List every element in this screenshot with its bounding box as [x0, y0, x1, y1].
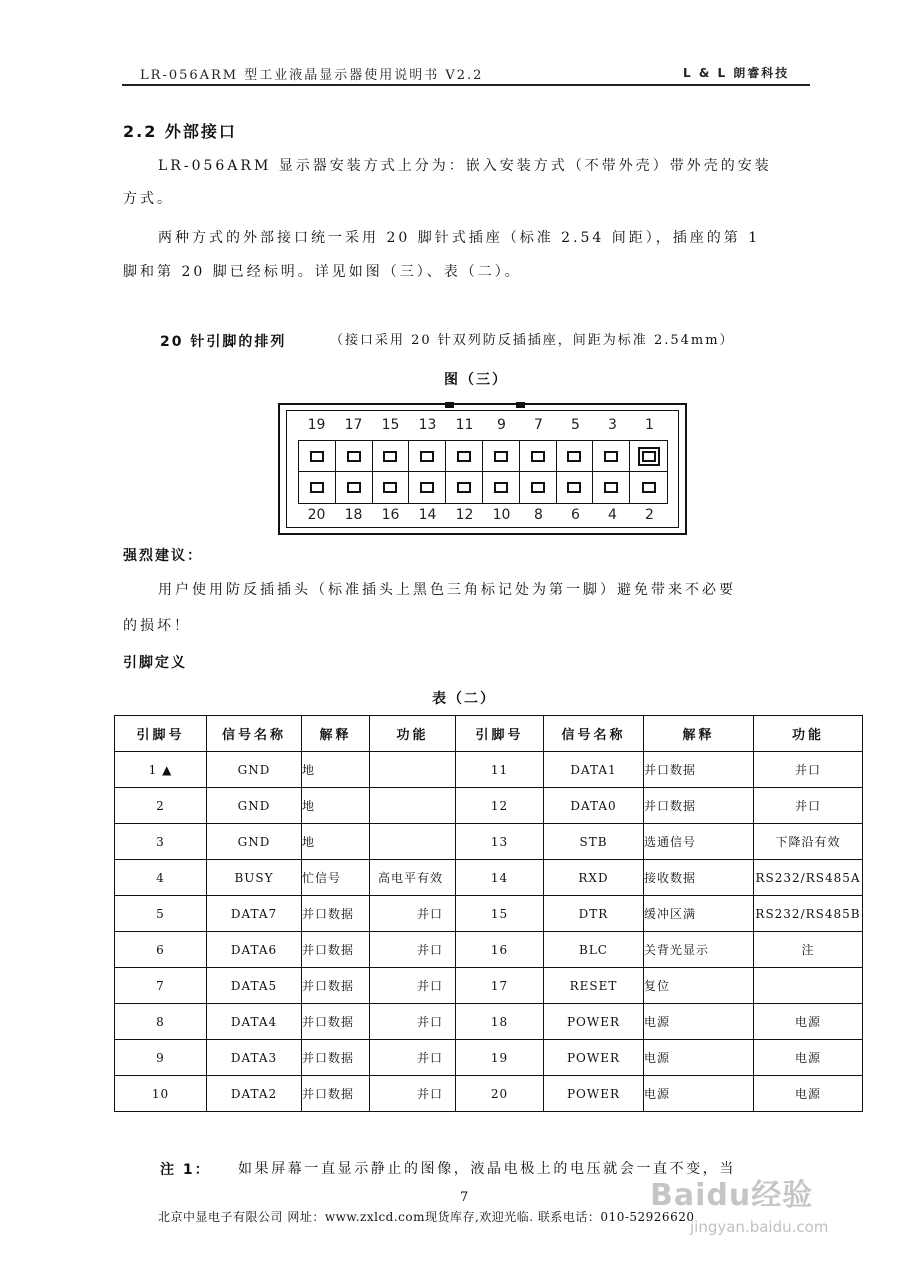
cell-pin-no: 12 — [456, 788, 544, 824]
cell-function: 并口 — [370, 1040, 456, 1076]
cell-signal-name: BUSY — [207, 860, 302, 896]
cell-signal-name: DATA7 — [207, 896, 302, 932]
pin-cell — [373, 441, 410, 472]
cell-explanation: 并口数据 — [302, 1040, 370, 1076]
cell-signal-name: GND — [207, 788, 302, 824]
cell-pin-no: 3 — [115, 824, 207, 860]
cell-pin-no: 7 — [115, 968, 207, 1004]
header-left: LR-056ARM 型工业液晶显示器使用说明书 V2.2 — [140, 68, 484, 83]
pin-square — [531, 482, 545, 493]
pin-number: 1 — [645, 417, 654, 433]
pin-def-title: 引脚定义 — [123, 655, 187, 671]
bottom-pin-numbers — [298, 507, 668, 525]
pin-cell — [409, 472, 446, 503]
cell-signal-name: DATA5 — [207, 968, 302, 1004]
cell-pin-no: 1 ▲ — [115, 752, 207, 788]
cell-pin-no: 15 — [456, 896, 544, 932]
cell-explanation: 缓冲区满 — [644, 896, 754, 932]
pin-cell — [373, 472, 410, 503]
pin-square — [604, 482, 618, 493]
cell-signal-name: POWER — [544, 1040, 644, 1076]
pin-number: 7 — [534, 417, 543, 433]
cell-explanation: 选通信号 — [644, 824, 754, 860]
pin-cell — [483, 472, 520, 503]
cell-explanation: 并口数据 — [644, 752, 754, 788]
cell-function: 电源 — [754, 1004, 863, 1040]
pin-number: 11 — [455, 417, 474, 433]
cell-function: 并口 — [370, 932, 456, 968]
header-function: 功能 — [370, 716, 456, 752]
pin-1-square — [642, 451, 656, 462]
cell-signal-name: GND — [207, 824, 302, 860]
cell-function: 并口 — [754, 752, 863, 788]
figure-note: （接口采用 20 针双列防反插插座，间距为标准 2.54mm） — [330, 333, 735, 348]
cell-function: RS232/RS485B — [754, 896, 863, 932]
cell-explanation: 电源 — [644, 1076, 754, 1112]
pin-square — [604, 451, 618, 462]
cell-function: 电源 — [754, 1076, 863, 1112]
pin-number: 3 — [608, 417, 617, 433]
cell-function — [370, 788, 456, 824]
pin-square — [347, 482, 361, 493]
cell-pin-no: 5 — [115, 896, 207, 932]
pin-cell — [483, 441, 520, 472]
table-row — [115, 788, 863, 824]
pin-cell — [630, 441, 667, 472]
pin-number: 16 — [381, 507, 400, 523]
pin-square — [420, 482, 434, 493]
cell-function: 并口 — [370, 968, 456, 1004]
section-title: 2.2 外部接口 — [123, 122, 237, 141]
cell-signal-name: DATA2 — [207, 1076, 302, 1112]
advice-line1: 用户使用防反插插头（标准插头上黑色三角标记处为第一脚）避免带来不必要 — [158, 582, 736, 598]
pin-square — [347, 451, 361, 462]
para2-line1: 两种方式的外部接口统一采用 20 脚针式插座（标准 2.54 间距），插座的第 1 — [158, 230, 761, 246]
pin-grid — [298, 440, 668, 504]
cell-explanation: 关背光显示 — [644, 932, 754, 968]
cell-explanation: 并口数据 — [302, 896, 370, 932]
para1-line1: LR-056ARM 显示器安装方式上分为：嵌入安装方式（不带外壳）带外壳的安装 — [158, 158, 772, 174]
pin-number: 20 — [307, 507, 326, 523]
table-row — [115, 896, 863, 932]
pin-square — [567, 482, 581, 493]
pin-number: 14 — [418, 507, 437, 523]
pin-definition-table — [114, 715, 863, 1112]
pin-number: 8 — [534, 507, 543, 523]
cell-explanation: 并口数据 — [302, 1076, 370, 1112]
cell-explanation: 地 — [302, 752, 370, 788]
footer-contact: 北京中显电子有限公司 网址：www.zxlcd.com现货库存,欢迎光临. 联系电话：010-52926620 — [158, 1210, 695, 1224]
header-pin-no: 引脚号 — [115, 716, 207, 752]
header-rule — [122, 84, 810, 86]
cell-pin-no: 11 — [456, 752, 544, 788]
cell-signal-name: RXD — [544, 860, 644, 896]
connector-key-right — [516, 402, 525, 408]
cell-function: 并口 — [754, 788, 863, 824]
pin-square — [420, 451, 434, 462]
cell-signal-name: DATA4 — [207, 1004, 302, 1040]
cell-function — [370, 752, 456, 788]
header-right: L & L 朗睿科技 — [683, 66, 790, 80]
table-row — [115, 824, 863, 860]
note-text: 如果屏幕一直显示静止的图像，液晶电极上的电压就会一直不变，当 — [238, 1161, 736, 1177]
cell-explanation: 地 — [302, 824, 370, 860]
header-explanation: 解释 — [302, 716, 370, 752]
cell-function: 并口 — [370, 896, 456, 932]
table-row — [115, 860, 863, 896]
cell-pin-no: 13 — [456, 824, 544, 860]
advice-line2: 的损坏！ — [123, 618, 191, 634]
table-row — [115, 968, 863, 1004]
cell-explanation: 忙信号 — [302, 860, 370, 896]
pin-square — [310, 451, 324, 462]
cell-explanation: 地 — [302, 788, 370, 824]
para2-line2: 脚和第 20 脚已经标明。详见如图（三）、表（二）。 — [123, 264, 522, 280]
pin-number: 10 — [492, 507, 511, 523]
page-number: 7 — [460, 1190, 469, 1205]
pin-square — [567, 451, 581, 462]
cell-explanation: 接收数据 — [644, 860, 754, 896]
cell-pin-no: 19 — [456, 1040, 544, 1076]
pin-cell — [557, 472, 594, 503]
cell-function: 并口 — [370, 1004, 456, 1040]
pin-cell — [446, 441, 483, 472]
cell-function — [370, 824, 456, 860]
cell-pin-no: 10 — [115, 1076, 207, 1112]
header-explanation: 解释 — [644, 716, 754, 752]
baidu-watermark: Baidu经验 — [650, 1178, 814, 1213]
cell-pin-no: 8 — [115, 1004, 207, 1040]
pin-cell — [299, 472, 336, 503]
pin-square — [494, 482, 508, 493]
table-row — [115, 1076, 863, 1112]
pin-cell — [336, 441, 373, 472]
pin-number: 9 — [497, 417, 506, 433]
watermark-url: jingyan.baidu.com — [690, 1218, 829, 1236]
cell-signal-name: POWER — [544, 1076, 644, 1112]
figure-caption: 图（三） — [444, 372, 508, 388]
pin-square — [531, 451, 545, 462]
pin-square — [457, 451, 471, 462]
pin-square — [383, 482, 397, 493]
cell-explanation: 并口数据 — [302, 932, 370, 968]
note-label: 注 1： — [160, 1162, 211, 1178]
cell-function: 注 — [754, 932, 863, 968]
connector-key-left — [445, 402, 454, 408]
pin-cell — [336, 472, 373, 503]
table-caption: 表（二） — [432, 691, 496, 707]
pin-number: 18 — [344, 507, 363, 523]
pin-cell — [520, 441, 557, 472]
para1-line2: 方式。 — [123, 191, 174, 207]
pin-cell — [593, 441, 630, 472]
pin-number: 15 — [381, 417, 400, 433]
cell-signal-name: STB — [544, 824, 644, 860]
cell-function: 并口 — [370, 1076, 456, 1112]
pin-number: 12 — [455, 507, 474, 523]
pin-cell — [299, 441, 336, 472]
cell-signal-name: DTR — [544, 896, 644, 932]
cell-explanation: 并口数据 — [644, 788, 754, 824]
cell-explanation: 并口数据 — [302, 968, 370, 1004]
pin-number: 17 — [344, 417, 363, 433]
cell-signal-name: DATA1 — [544, 752, 644, 788]
pin-cell — [593, 472, 630, 503]
pin-number: 13 — [418, 417, 437, 433]
advice-title: 强烈建议： — [123, 548, 203, 564]
cell-pin-no: 9 — [115, 1040, 207, 1076]
cell-signal-name: DATA6 — [207, 932, 302, 968]
pin-square — [642, 482, 656, 493]
cell-pin-no: 2 — [115, 788, 207, 824]
cell-pin-no: 20 — [456, 1076, 544, 1112]
cell-signal-name: POWER — [544, 1004, 644, 1040]
cell-function: 下降沿有效 — [754, 824, 863, 860]
header-pin-no: 引脚号 — [456, 716, 544, 752]
cell-pin-no: 16 — [456, 932, 544, 968]
pin-number: 6 — [571, 507, 580, 523]
pin-square — [310, 482, 324, 493]
figure-label: 20 针引脚的排列 — [160, 334, 287, 350]
cell-signal-name: DATA0 — [544, 788, 644, 824]
cell-pin-no: 6 — [115, 932, 207, 968]
pin-cell — [557, 441, 594, 472]
cell-explanation: 电源 — [644, 1004, 754, 1040]
cell-explanation: 电源 — [644, 1040, 754, 1076]
pin-cell — [409, 441, 446, 472]
header-function: 功能 — [754, 716, 863, 752]
cell-function: 电源 — [754, 1040, 863, 1076]
table-header-row — [115, 716, 863, 752]
cell-pin-no: 17 — [456, 968, 544, 1004]
header-signal-name: 信号名称 — [207, 716, 302, 752]
table-row — [115, 932, 863, 968]
pin-number: 5 — [571, 417, 580, 433]
pin-number: 2 — [645, 507, 654, 523]
pin-number: 4 — [608, 507, 617, 523]
cell-pin-no: 4 — [115, 860, 207, 896]
cell-function: 高电平有效 — [370, 860, 456, 896]
pin-cell — [446, 472, 483, 503]
table-row — [115, 752, 863, 788]
cell-signal-name: RESET — [544, 968, 644, 1004]
cell-pin-no: 18 — [456, 1004, 544, 1040]
header-signal-name: 信号名称 — [544, 716, 644, 752]
cell-function — [754, 968, 863, 1004]
pin-square — [494, 451, 508, 462]
top-pin-numbers — [298, 417, 668, 435]
cell-explanation: 并口数据 — [302, 1004, 370, 1040]
cell-explanation: 复位 — [644, 968, 754, 1004]
pin-square — [383, 451, 397, 462]
cell-signal-name: GND — [207, 752, 302, 788]
table-row — [115, 1040, 863, 1076]
cell-signal-name: BLC — [544, 932, 644, 968]
pin-cell — [520, 472, 557, 503]
pin-number: 19 — [307, 417, 326, 433]
cell-function: RS232/RS485A — [754, 860, 863, 896]
table-row — [115, 1004, 863, 1040]
cell-pin-no: 14 — [456, 860, 544, 896]
pin-cell — [630, 472, 667, 503]
pin-square — [457, 482, 471, 493]
cell-signal-name: DATA3 — [207, 1040, 302, 1076]
